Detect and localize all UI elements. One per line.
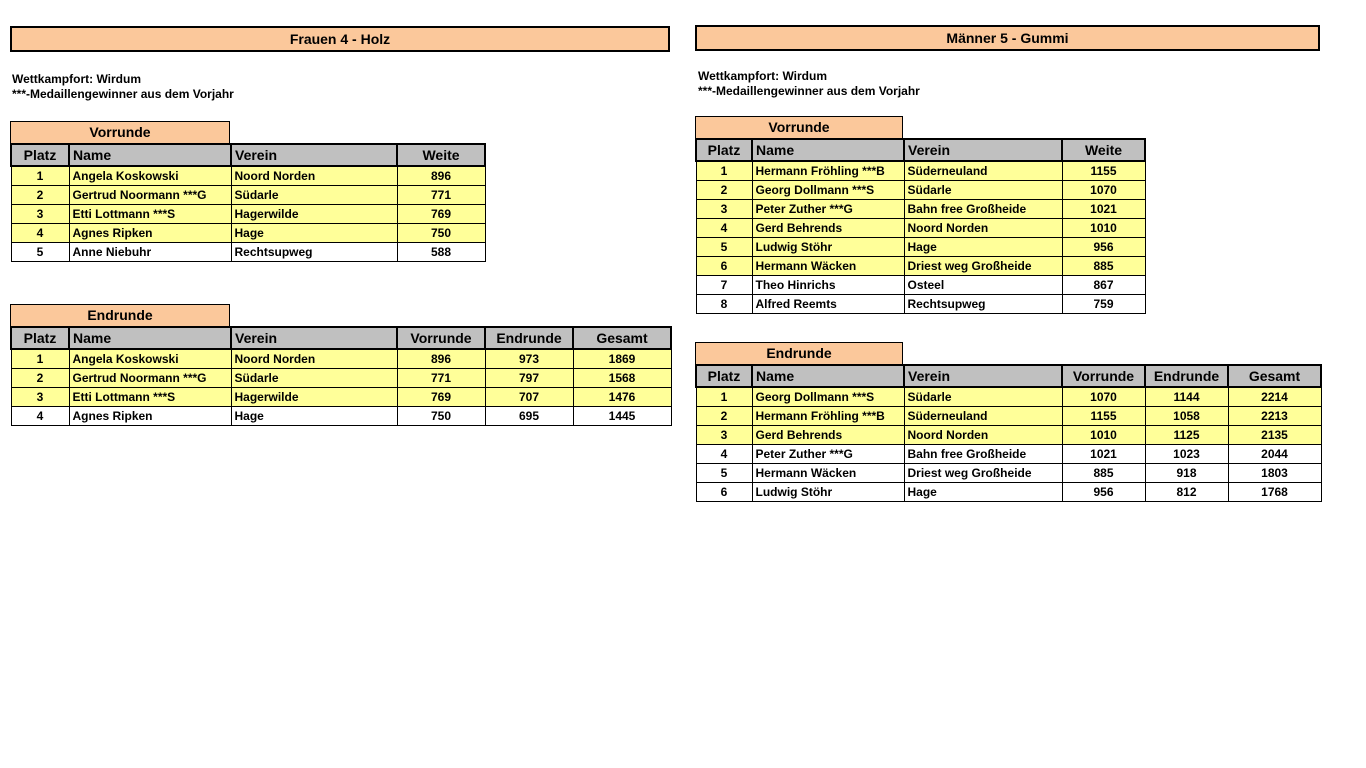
header-row (696, 139, 1145, 161)
cell-gesamt: 1803 (1228, 464, 1321, 483)
left-vorrunde-title: Vorrunde (10, 121, 230, 143)
cell-platz: 4 (11, 407, 69, 426)
right-vorrunde-section (695, 116, 1146, 314)
cell-platz: 2 (696, 181, 752, 200)
cell-weite: 1070 (1062, 181, 1145, 200)
table-row (11, 369, 671, 388)
cell-vorrunde: 885 (1062, 464, 1145, 483)
table-row (696, 181, 1145, 200)
cell-verein: Noord Norden (904, 219, 1062, 238)
cell-weite: 885 (1062, 257, 1145, 276)
cell-platz: 1 (11, 349, 69, 369)
cell-name: Angela Koskowski (69, 349, 231, 369)
cell-vorrunde: 1070 (1062, 387, 1145, 407)
column-header-platz: Platz (696, 365, 752, 387)
cell-name: Hermann Fröhling ***B (752, 161, 904, 181)
cell-verein: Hage (904, 483, 1062, 502)
cell-verein: Südarle (231, 369, 397, 388)
cell-verein: Hagerwilde (231, 388, 397, 407)
cell-verein: Noord Norden (231, 166, 397, 186)
cell-platz: 2 (696, 407, 752, 426)
cell-platz: 1 (696, 387, 752, 407)
cell-gesamt: 1476 (573, 388, 671, 407)
right-location: Wettkampfort: Wirdum (698, 69, 827, 83)
column-header-name: Name (69, 327, 231, 349)
right-endrunde-section (695, 342, 1322, 502)
left-endrunde-section (10, 304, 672, 426)
cell-endrunde: 1023 (1145, 445, 1228, 464)
table-row (696, 464, 1321, 483)
table-row (696, 161, 1145, 181)
cell-weite: 1021 (1062, 200, 1145, 219)
cell-platz: 6 (696, 257, 752, 276)
cell-name: Etti Lottmann ***S (69, 388, 231, 407)
table-row (11, 166, 485, 186)
left-vorrunde-table (10, 143, 486, 262)
table-row (696, 276, 1145, 295)
cell-name: Georg Dollmann ***S (752, 387, 904, 407)
table-row (11, 349, 671, 369)
table-row (696, 407, 1321, 426)
cell-endrunde: 797 (485, 369, 573, 388)
cell-gesamt: 1768 (1228, 483, 1321, 502)
cell-name: Anne Niebuhr (69, 243, 231, 262)
column-header-platz: Platz (11, 144, 69, 166)
cell-verein: Bahn free Großheide (904, 445, 1062, 464)
cell-verein: Hage (904, 238, 1062, 257)
cell-weite: 1010 (1062, 219, 1145, 238)
cell-weite: 867 (1062, 276, 1145, 295)
cell-vorrunde: 896 (397, 349, 485, 369)
cell-platz: 5 (696, 238, 752, 257)
cell-platz: 2 (11, 186, 69, 205)
cell-weite: 771 (397, 186, 485, 205)
cell-platz: 4 (11, 224, 69, 243)
left-endrunde-title: Endrunde (10, 304, 230, 326)
cell-gesamt: 2044 (1228, 445, 1321, 464)
cell-platz: 3 (11, 388, 69, 407)
cell-weite: 956 (1062, 238, 1145, 257)
cell-platz: 2 (11, 369, 69, 388)
cell-verein: Noord Norden (904, 426, 1062, 445)
column-header-name: Name (69, 144, 231, 166)
column-header-weite: Weite (397, 144, 485, 166)
cell-endrunde: 1144 (1145, 387, 1228, 407)
cell-verein: Driest weg Großheide (904, 464, 1062, 483)
right-note: ***-Medaillengewinner aus dem Vorjahr (698, 84, 920, 98)
left-meta (12, 72, 234, 102)
table-row (696, 387, 1321, 407)
table-row (696, 426, 1321, 445)
right-division-title: Männer 5 - Gummi (695, 25, 1320, 51)
table-row (696, 483, 1321, 502)
cell-endrunde: 707 (485, 388, 573, 407)
table-row (11, 224, 485, 243)
cell-platz: 8 (696, 295, 752, 314)
header-row (11, 144, 485, 166)
cell-name: Hermann Wäcken (752, 257, 904, 276)
right-endrunde-table (695, 364, 1322, 502)
table-row (11, 388, 671, 407)
column-header-name: Name (752, 139, 904, 161)
right-vorrunde-title: Vorrunde (695, 116, 903, 138)
cell-vorrunde: 1155 (1062, 407, 1145, 426)
cell-gesamt: 2214 (1228, 387, 1321, 407)
cell-weite: 769 (397, 205, 485, 224)
cell-name: Ludwig Stöhr (752, 238, 904, 257)
column-header-vorrunde: Vorrunde (1062, 365, 1145, 387)
column-header-gesamt: Gesamt (573, 327, 671, 349)
table-row (11, 186, 485, 205)
cell-platz: 6 (696, 483, 752, 502)
cell-verein: Hage (231, 224, 397, 243)
cell-verein: Hagerwilde (231, 205, 397, 224)
cell-endrunde: 1125 (1145, 426, 1228, 445)
table-row (696, 257, 1145, 276)
cell-verein: Süderneuland (904, 161, 1062, 181)
column-header-platz: Platz (696, 139, 752, 161)
cell-verein: Süderneuland (904, 407, 1062, 426)
cell-name: Hermann Wäcken (752, 464, 904, 483)
cell-platz: 4 (696, 219, 752, 238)
cell-name: Peter Zuther ***G (752, 445, 904, 464)
cell-name: Agnes Ripken (69, 407, 231, 426)
cell-name: Angela Koskowski (69, 166, 231, 186)
cell-gesamt: 2213 (1228, 407, 1321, 426)
column-header-vorrunde: Vorrunde (397, 327, 485, 349)
cell-platz: 5 (696, 464, 752, 483)
table-row (11, 205, 485, 224)
cell-name: Theo Hinrichs (752, 276, 904, 295)
right-endrunde-title: Endrunde (695, 342, 903, 364)
cell-verein: Driest weg Großheide (904, 257, 1062, 276)
left-location: Wettkampfort: Wirdum (12, 72, 141, 86)
column-header-endrunde: Endrunde (485, 327, 573, 349)
cell-endrunde: 695 (485, 407, 573, 426)
table-row (696, 200, 1145, 219)
cell-endrunde: 1058 (1145, 407, 1228, 426)
column-header-verein: Verein (231, 327, 397, 349)
column-header-weite: Weite (1062, 139, 1145, 161)
column-header-verein: Verein (904, 139, 1062, 161)
table-row (11, 243, 485, 262)
cell-platz: 7 (696, 276, 752, 295)
cell-verein: Südarle (904, 181, 1062, 200)
table-row (696, 219, 1145, 238)
cell-platz: 3 (11, 205, 69, 224)
cell-name: Gertrud Noormann ***G (69, 186, 231, 205)
header-row (11, 327, 671, 349)
cell-endrunde: 812 (1145, 483, 1228, 502)
cell-name: Alfred Reemts (752, 295, 904, 314)
column-header-endrunde: Endrunde (1145, 365, 1228, 387)
column-header-platz: Platz (11, 327, 69, 349)
cell-platz: 4 (696, 445, 752, 464)
cell-platz: 1 (696, 161, 752, 181)
left-endrunde-table (10, 326, 672, 426)
cell-name: Peter Zuther ***G (752, 200, 904, 219)
left-note: ***-Medaillengewinner aus dem Vorjahr (12, 87, 234, 101)
cell-name: Gerd Behrends (752, 426, 904, 445)
cell-endrunde: 973 (485, 349, 573, 369)
header-row (696, 365, 1321, 387)
cell-verein: Rechtsupweg (904, 295, 1062, 314)
left-vorrunde-section (10, 121, 486, 262)
column-header-name: Name (752, 365, 904, 387)
cell-verein: Rechtsupweg (231, 243, 397, 262)
cell-platz: 3 (696, 200, 752, 219)
table-row (11, 407, 671, 426)
column-header-verein: Verein (904, 365, 1062, 387)
cell-verein: Bahn free Großheide (904, 200, 1062, 219)
cell-vorrunde: 956 (1062, 483, 1145, 502)
cell-gesamt: 1445 (573, 407, 671, 426)
column-header-verein: Verein (231, 144, 397, 166)
cell-name: Gertrud Noormann ***G (69, 369, 231, 388)
cell-weite: 1155 (1062, 161, 1145, 181)
cell-platz: 1 (11, 166, 69, 186)
cell-name: Gerd Behrends (752, 219, 904, 238)
table-row (696, 238, 1145, 257)
cell-verein: Südarle (904, 387, 1062, 407)
cell-vorrunde: 771 (397, 369, 485, 388)
cell-verein: Noord Norden (231, 349, 397, 369)
cell-platz: 5 (11, 243, 69, 262)
right-vorrunde-table (695, 138, 1146, 314)
cell-vorrunde: 769 (397, 388, 485, 407)
cell-verein: Südarle (231, 186, 397, 205)
cell-endrunde: 918 (1145, 464, 1228, 483)
left-division-title: Frauen 4 - Holz (10, 26, 670, 52)
right-meta (698, 69, 920, 99)
cell-weite: 759 (1062, 295, 1145, 314)
cell-weite: 588 (397, 243, 485, 262)
cell-weite: 896 (397, 166, 485, 186)
table-row (696, 295, 1145, 314)
cell-vorrunde: 1010 (1062, 426, 1145, 445)
column-header-gesamt: Gesamt (1228, 365, 1321, 387)
table-row (696, 445, 1321, 464)
cell-name: Georg Dollmann ***S (752, 181, 904, 200)
cell-name: Hermann Fröhling ***B (752, 407, 904, 426)
cell-name: Agnes Ripken (69, 224, 231, 243)
cell-platz: 3 (696, 426, 752, 445)
cell-vorrunde: 1021 (1062, 445, 1145, 464)
cell-gesamt: 1869 (573, 349, 671, 369)
cell-vorrunde: 750 (397, 407, 485, 426)
cell-verein: Osteel (904, 276, 1062, 295)
cell-weite: 750 (397, 224, 485, 243)
cell-gesamt: 1568 (573, 369, 671, 388)
cell-gesamt: 2135 (1228, 426, 1321, 445)
cell-name: Ludwig Stöhr (752, 483, 904, 502)
cell-name: Etti Lottmann ***S (69, 205, 231, 224)
cell-verein: Hage (231, 407, 397, 426)
